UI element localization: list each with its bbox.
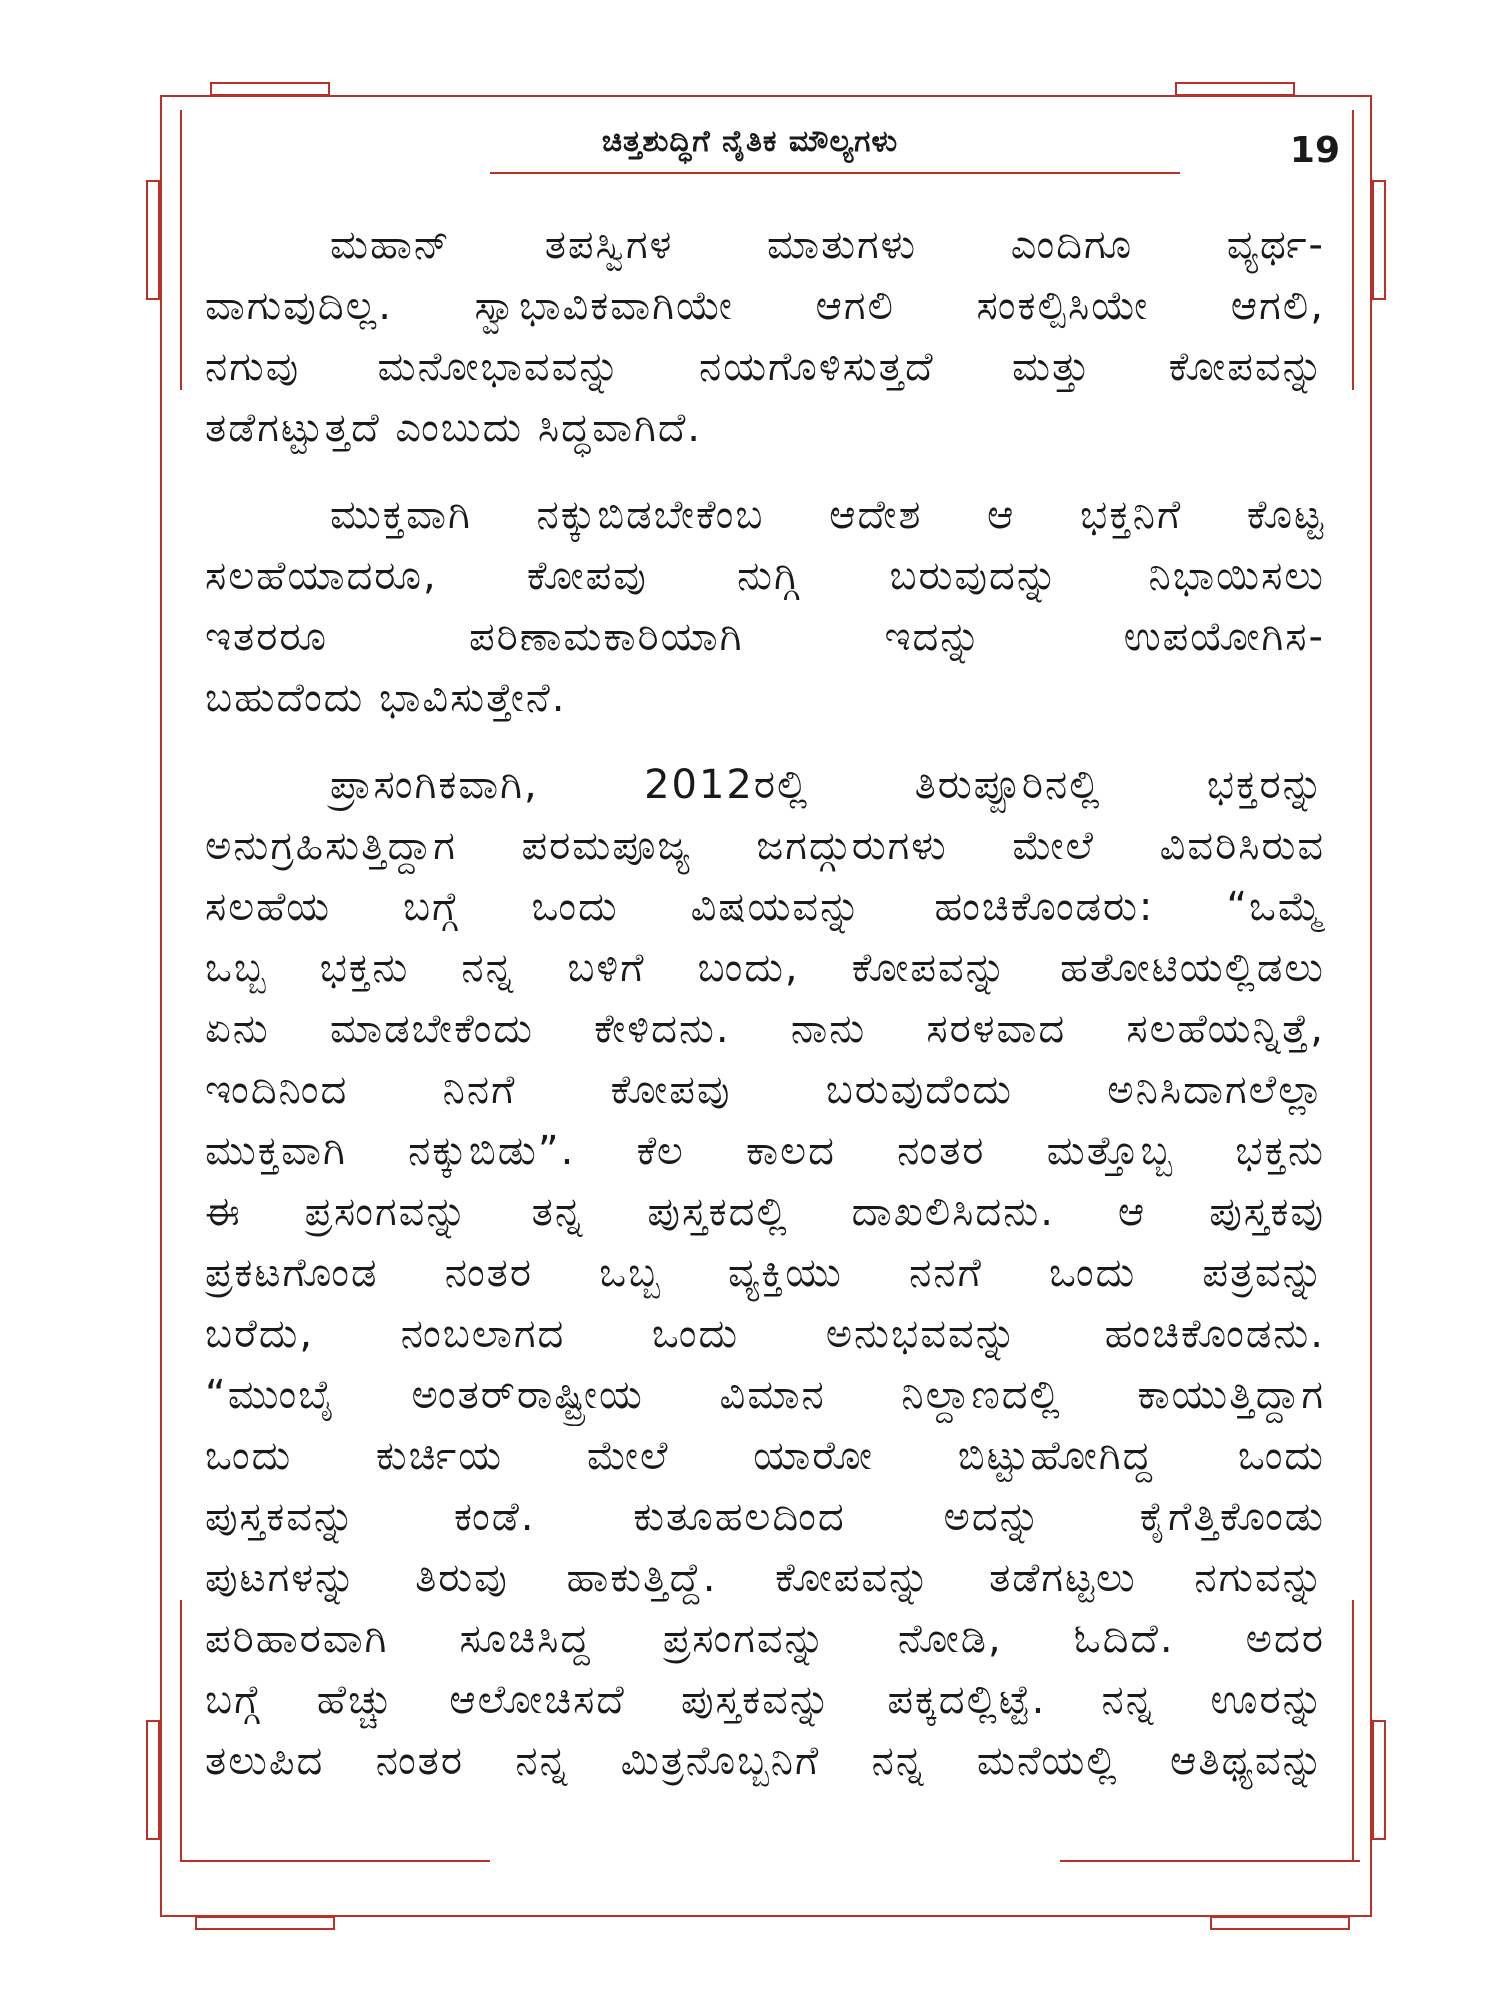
text-line: ನಗುವು ಮನೋಭಾವವನ್ನು ನಯಗೊಳಿಸುತ್ತದೆ ಮತ್ತು ಕೋಪವನ್ನು	[205, 344, 1325, 390]
frame-right-line	[1370, 95, 1372, 1917]
text-line: ಮಹಾನ್ ತಪಸ್ವಿಗಳ ಮಾತುಗಳು ಎಂದಿಗೂ ವ್ಯರ್ಥ-	[330, 222, 1325, 268]
text-line: ಬಗ್ಗೆ ಹೆಚ್ಚು ಆಲೋಚಿಸದೆ ಪುಸ್ತಕವನ್ನು ಪಕ್ಕದಲ್ಲಿಟ್ಟೆ. ನನ್ನ ಊರನ್ನು	[205, 1677, 1325, 1723]
text-line: “ಮುಂಬೈ ಅಂತರ್‌ರಾಷ್ಟ್ರೀಯ ವಿಮಾನ ನಿಲ್ದಾಣದಲ್ಲಿ ಕಾಯುತ್ತಿದ್ದಾಗ	[205, 1372, 1325, 1418]
text-line: ಈ ಪ್ರಸಂಗವನ್ನು ತನ್ನ ಪುಸ್ತಕದಲ್ಲಿ ದಾಖಲಿಸಿದನು. ಆ ಪುಸ್ತಕವು	[205, 1189, 1325, 1235]
paragraph	[205, 215, 1325, 459]
text-line: ಪರಿಹಾರವಾಗಿ ಸೂಚಿಸಿದ್ದ ಪ್ರಸಂಗವನ್ನು ನೋಡಿ, ಓದಿದೆ. ಅದರ	[205, 1616, 1325, 1662]
frame-left-line	[160, 95, 162, 1917]
paragraph	[205, 755, 1325, 1792]
text-line: ಪ್ರಾಸಂಗಿಕವಾಗಿ, 2012ರಲ್ಲಿ ತಿರುಪ್ಪೂರಿನಲ್ಲಿ ಭಕ್ತರನ್ನು	[330, 762, 1325, 808]
frame-corner-br	[1210, 1916, 1350, 1930]
text-line: ಸಲಹೆಯಾದರೂ, ಕೋಪವು ನುಗ್ಗಿ ಬರುವುದನ್ನು ನಿಭಾಯಿಸಲು	[205, 553, 1325, 599]
text-line: ಬರೆದು, ನಂಬಲಾಗದ ಒಂದು ಅನುಭವವನ್ನು ಹಂಚಿಕೊಂಡನು.	[205, 1311, 1325, 1357]
text-line: ಪುಟಗಳನ್ನು ತಿರುವು ಹಾಕುತ್ತಿದ್ದೆ. ಕೋಪವನ್ನು ತಡೆಗಟ್ಟಲು ನಗುವನ್ನು	[205, 1555, 1325, 1601]
header-rule	[490, 172, 1180, 174]
page-number: 19	[1289, 130, 1340, 171]
text-line: ಅನುಗ್ರಹಿಸುತ್ತಿದ್ದಾಗ ಪರಮಪೂಜ್ಯ ಜಗದ್ಗುರುಗಳು ಮೇಲೆ ವಿವರಿಸಿರುವ	[205, 823, 1325, 869]
frame-corner-tl	[210, 82, 330, 96]
frame-right-mark-top	[1372, 180, 1386, 300]
text-line: ಮುಕ್ತವಾಗಿ ನಕ್ಕುಬಿಡಬೇಕೆಂಬ ಆದೇಶ ಆ ಭಕ್ತನಿಗೆ ಕೊಟ್ಟ	[330, 492, 1325, 538]
frame-right-mark-bottom	[1372, 1720, 1386, 1840]
frame-corner-bl	[195, 1916, 335, 1930]
body-text	[205, 215, 1325, 1792]
text-line: ಸಲಹೆಯ ಬಗ್ಗೆ ಒಂದು ವಿಷಯವನ್ನು ಹಂಚಿಕೊಂಡರು: “ಒಮ್ಮೆ	[205, 884, 1325, 930]
text-line: ಇಂದಿನಿಂದ ನಿನಗೆ ಕೋಪವು ಬರುವುದೆಂದು ಅನಿಸಿದಾಗಲೆಲ್ಲಾ	[205, 1067, 1325, 1113]
text-line: ವಾಗುವುದಿಲ್ಲ. ಸ್ವಾಭಾವಿಕವಾಗಿಯೇ ಆಗಲಿ ಸಂಕಲ್ಪಿಸಿಯೇ ಆಗಲಿ,	[205, 283, 1325, 329]
frame-bottom-inner-right	[1060, 1860, 1360, 1862]
text-line: ಒಂದು ಕುರ್ಚಿಯ ಮೇಲೆ ಯಾರೋ ಬಿಟ್ಟುಹೋಗಿದ್ದ ಒಂದು	[205, 1433, 1325, 1479]
frame-bottom-line	[160, 1915, 1370, 1917]
text-line: ತಲುಪಿದ ನಂತರ ನನ್ನ ಮಿತ್ರನೊಬ್ಬನಿಗೆ ನನ್ನ ಮನೆಯಲ್ಲಿ ಆತಿಥ್ಯವನ್ನು	[205, 1738, 1325, 1784]
frame-bottom-inner-left	[180, 1860, 490, 1862]
frame-left-inner-bottom	[180, 1600, 182, 1860]
frame-corner-tr	[1175, 82, 1295, 96]
text-line: ಪ್ರಕಟಗೊಂಡ ನಂತರ ಒಬ್ಬ ವ್ಯಕ್ತಿಯು ನನಗೆ ಒಂದು ಪತ್ರವನ್ನು	[205, 1250, 1325, 1296]
text-line: ಒಬ್ಬ ಭಕ್ತನು ನನ್ನ ಬಳಿಗೆ ಬಂದು, ಕೋಪವನ್ನು ಹತೋಟಿಯಲ್ಲಿಡಲು	[205, 945, 1325, 991]
text-line: ಏನು ಮಾಡಬೇಕೆಂದು ಕೇಳಿದನು. ನಾನು ಸರಳವಾದ ಸಲಹೆಯನ್ನಿತ್ತೆ,	[205, 1006, 1325, 1052]
text-line: ಬಹುದೆಂದು ಭಾವಿಸುತ್ತೇನೆ.	[205, 675, 567, 721]
frame-left-mark-top	[146, 180, 160, 300]
text-line: ಪುಸ್ತಕವನ್ನು ಕಂಡೆ. ಕುತೂಹಲದಿಂದ ಅದನ್ನು ಕೈಗೆತ್ತಿಕೊಂಡು	[205, 1494, 1325, 1540]
frame-right-inner-bottom	[1352, 1600, 1354, 1860]
paragraph	[205, 485, 1325, 729]
frame-left-mark-bottom	[146, 1720, 160, 1840]
text-line: ಮುಕ್ತವಾಗಿ ನಕ್ಕುಬಿಡು”. ಕೆಲ ಕಾಲದ ನಂತರ ಮತ್ತೊಬ್ಬ ಭಕ್ತನು	[205, 1128, 1325, 1174]
frame-right-inner-top	[1352, 110, 1354, 390]
text-line: ತಡೆಗಟ್ಟುತ್ತದೆ ಎಂಬುದು ಸಿದ್ಧವಾಗಿದೆ.	[205, 405, 703, 451]
text-line: ಇತರರೂ ಪರಿಣಾಮಕಾರಿಯಾಗಿ ಇದನ್ನು ಉಪಯೋಗಿಸ-	[205, 614, 1325, 660]
frame-left-inner-top	[180, 110, 182, 390]
running-header-title: ಚಿತ್ತಶುದ್ಧಿಗೆ ನೈತಿಕ ಮೌಲ್ಯಗಳು	[601, 124, 899, 159]
